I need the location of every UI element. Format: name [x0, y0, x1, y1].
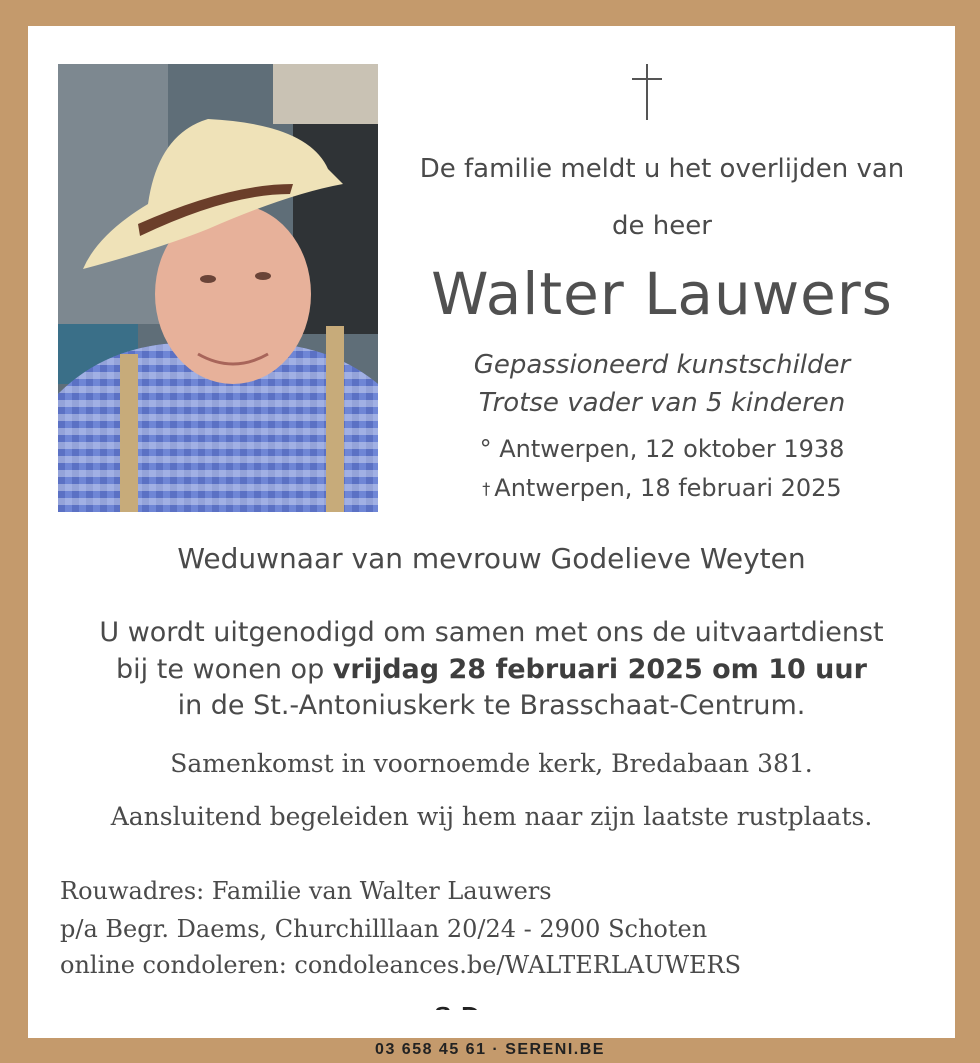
funeral-date: vrijdag 28 februari 2025 om 10 uur — [332, 654, 867, 685]
invitation-line-2-prefix: bij te wonen op — [116, 654, 333, 685]
death-line — [403, 472, 921, 505]
footer-tab — [312, 1010, 667, 1034]
dagger-icon: † — [482, 479, 491, 498]
burial-line: Aansluitend begeleiden wij hem naar zijn laatste rustplaats. — [110, 802, 873, 831]
portrait-photo — [58, 64, 378, 512]
address-line-2: p/a Begr. Daems, Churchilllaan 20/24 - 2900 Schoten — [60, 915, 708, 943]
obituary-card — [28, 26, 955, 1038]
honorific: de heer — [612, 211, 712, 241]
birth-symbol: ° — [479, 435, 492, 463]
footer-contact: 03 658 45 61 · SERENI.BE — [375, 1041, 605, 1058]
invitation-line-1: U wordt uitgenodigd om samen met ons de uitvaartdienst — [99, 617, 884, 648]
address-line-3: online condoleren: condoleances.be/WALTERLAUWERS — [60, 951, 742, 979]
invitation-line-2 — [28, 653, 955, 687]
subtitle-family: Trotse vader van 5 kinderen — [478, 388, 846, 418]
deceased-name: Walter Lauwers — [431, 260, 893, 328]
invitation-line-3: in de St.-Antoniuskerk te Brasschaat-Centrum. — [177, 690, 806, 721]
address-line-1: Rouwadres: Familie van Walter Lauwers — [60, 877, 552, 905]
latin-cross-icon — [632, 64, 662, 122]
subtitle-occupation: Gepassioneerd kunstschilder — [473, 350, 851, 380]
birth-line — [403, 433, 921, 465]
widower-line: Weduwnaar van mevrouw Godelieve Weyten — [177, 542, 806, 575]
intro-text: De familie meldt u het overlijden van — [419, 154, 905, 184]
gathering-line: Samenkomst in voornoemde kerk, Bredabaan 381. — [170, 749, 813, 778]
death-date: Antwerpen, 18 februari 2025 — [494, 474, 842, 502]
birth-date: Antwerpen, 12 oktober 1938 — [499, 435, 845, 463]
